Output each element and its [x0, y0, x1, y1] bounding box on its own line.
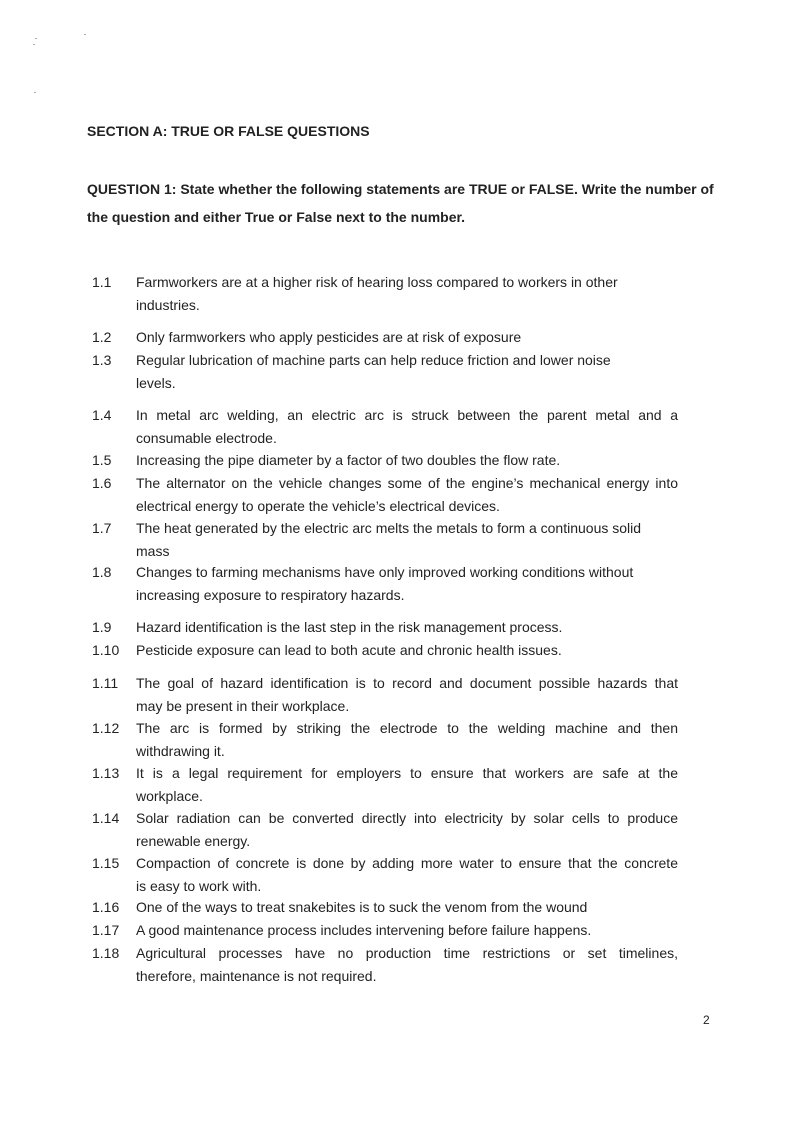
question-number: 1.9 [92, 619, 112, 635]
scan-speck [33, 44, 35, 45]
section-title: SECTION A: TRUE OR FALSE QUESTIONS [87, 123, 370, 139]
question-text-line: renewable energy. [136, 832, 251, 849]
question-text-line: The goal of hazard identification is to record and document possible hazards that [136, 675, 678, 691]
question-text-line: Only farmworkers who apply pesticides are at risk of exposure [136, 329, 522, 345]
page-number: 2 [703, 1013, 710, 1027]
question-text-line: therefore, maintenance is not required. [136, 967, 377, 984]
question-text-line: mass [136, 542, 170, 559]
question-text-line: The arc is formed by striking the electrode to the welding machine and then [136, 720, 678, 736]
question-text-line: The alternator on the vehicle changes some of the engine’s mechanical energy into [136, 475, 678, 491]
question-instruction-line-1: QUESTION 1: State whether the following statements are TRUE or FALSE. Write the number of [87, 181, 714, 197]
question-text-line: may be present in their workplace. [136, 697, 350, 714]
question-text-line: Compaction of concrete is done by adding more water to ensure that the concrete [136, 855, 678, 871]
question-text-line: workplace. [136, 787, 203, 804]
question-number: 1.14 [92, 810, 120, 826]
question-text-line: Agricultural processes have no production time restrictions or set timelines, [136, 945, 678, 961]
question-text-line: industries. [136, 296, 200, 313]
question-text-line: Regular lubrication of machine parts can help reduce friction and lower noise [136, 352, 611, 368]
question-text-line: Increasing the pipe diameter by a factor of two doubles the flow rate. [136, 452, 561, 468]
question-number: 1.6 [92, 475, 112, 491]
question-number: 1.18 [92, 945, 120, 961]
question-text-line: electrical energy to operate the vehicle’s electrical devices. [136, 497, 500, 514]
question-number: 1.15 [92, 855, 120, 871]
question-number: 1.13 [92, 765, 120, 781]
question-number: 1.7 [92, 520, 112, 536]
question-text-line: is easy to work with. [136, 877, 262, 894]
question-text-line: It is a legal requirement for employers to ensure that workers are safe at the [136, 765, 678, 781]
question-number: 1.4 [92, 407, 112, 423]
question-text-line: Pesticide exposure can lead to both acute and chronic health issues. [136, 642, 562, 658]
question-number: 1.16 [92, 899, 120, 915]
question-text-line: withdrawing it. [136, 742, 225, 759]
question-text-line: increasing exposure to respiratory hazards. [136, 586, 405, 603]
question-number: 1.3 [92, 352, 112, 368]
question-instruction-line-2: the question and either True or False next to the number. [87, 209, 466, 225]
question-text-line: Solar radiation can be converted directly into electricity by solar cells to produce [136, 810, 678, 826]
question-number: 1.11 [92, 675, 119, 691]
scan-speck [84, 34, 86, 35]
question-text-line: One of the ways to treat snakebites is to suck the venom from the wound [136, 899, 588, 915]
question-text-line: Hazard identification is the last step in the risk management process. [136, 619, 563, 635]
question-text-line: In metal arc welding, an electric arc is struck between the parent metal and a [136, 407, 678, 423]
question-number: 1.12 [92, 720, 120, 736]
scan-speck [35, 38, 37, 39]
question-text-line: Changes to farming mechanisms have only improved working conditions without [136, 564, 634, 580]
question-text-line: levels. [136, 374, 176, 391]
question-text-line: Farmworkers are at a higher risk of hearing loss compared to workers in other [136, 274, 618, 290]
scan-speck [34, 92, 36, 93]
question-text-line: consumable electrode. [136, 429, 277, 446]
question-number: 1.8 [92, 564, 112, 580]
question-number: 1.10 [92, 642, 120, 658]
question-number: 1.17 [92, 922, 120, 938]
question-number: 1.1 [92, 274, 112, 290]
question-number: 1.2 [92, 329, 112, 345]
question-text-line: A good maintenance process includes intervening before failure happens. [136, 922, 592, 938]
question-text-line: The heat generated by the electric arc melts the metals to form a continuous solid [136, 520, 642, 536]
question-number: 1.5 [92, 452, 112, 468]
